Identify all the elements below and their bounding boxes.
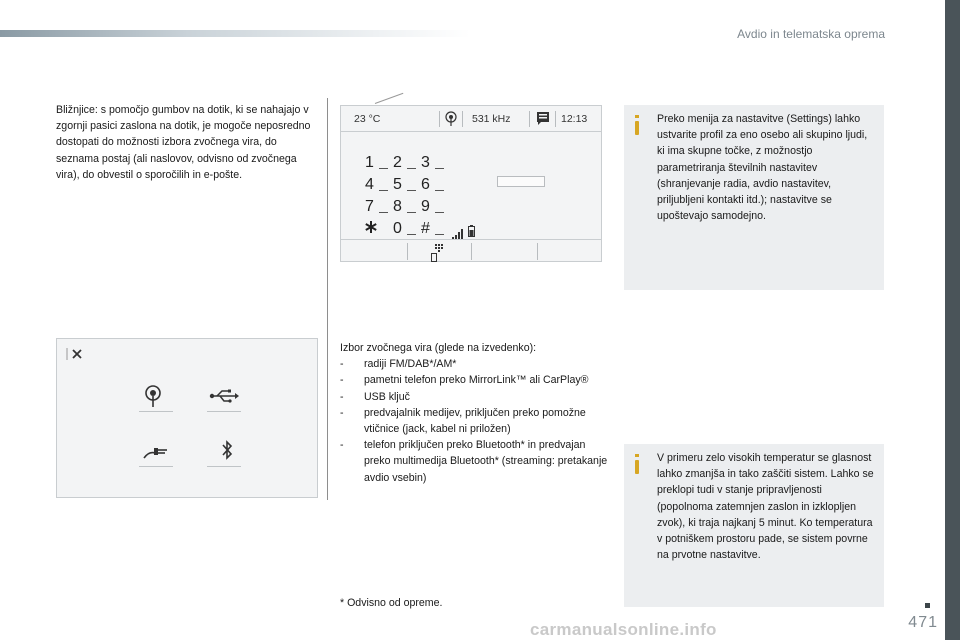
message-icon[interactable] <box>536 111 550 128</box>
info-icon <box>635 454 639 457</box>
status-bar <box>341 106 601 132</box>
key-8[interactable]: 8 <box>393 198 402 215</box>
key-hash[interactable]: # <box>421 220 430 237</box>
callout-leader <box>375 93 404 104</box>
usb-source-underline <box>207 411 241 412</box>
key-star-icon[interactable] <box>364 220 378 239</box>
radio-source-underline <box>139 411 173 412</box>
key-1[interactable]: 1 <box>365 154 374 171</box>
radio-phone-screen <box>340 105 602 262</box>
radio-signal-icon[interactable] <box>444 111 458 130</box>
page-number: 471 <box>908 614 938 631</box>
key-2[interactable]: 2 <box>393 154 402 171</box>
key-3[interactable]: 3 <box>421 154 430 171</box>
side-strip <box>945 0 960 640</box>
key-4[interactable]: 4 <box>365 176 374 193</box>
source-list <box>340 340 610 486</box>
radio-source-icon[interactable] <box>143 384 163 413</box>
info-icon <box>635 115 639 118</box>
close-icon[interactable] <box>66 347 86 366</box>
bluetooth-source-icon[interactable] <box>221 440 233 465</box>
source-selection-screen <box>56 338 318 498</box>
usb-source-icon[interactable] <box>209 389 239 408</box>
source-list-intro: Izbor zvočnega vira (glede na izvedenko): <box>340 342 537 354</box>
aux-source-underline <box>139 466 173 467</box>
number-display <box>497 176 545 187</box>
list-item: - predvajalnik medijev, priključen preko pomožne vtičnice (jack, kabel ni priložen) <box>340 406 586 436</box>
keypad-icon[interactable] <box>431 244 445 267</box>
list-item: - pametni telefon preko MirrorLink™ ali CarPlay® <box>340 374 589 387</box>
bluetooth-source-underline <box>207 466 241 467</box>
temperature-readout: 23 °C <box>354 113 381 125</box>
shortcuts-paragraph: Bližnjice: s pomočjo gumbov na dotik, ki se nahajajo v zgornji pasici zaslona na dotik, je mogoče neposredno dostopati do možnosti izbora zvočnega vira, do seznama postaj (ali naslovov, odvisno od zvočnega vira), do obvestil o sporočilih in e-pošte. <box>56 104 311 181</box>
key-9[interactable]: 9 <box>421 198 430 215</box>
key-0[interactable]: 0 <box>393 220 402 237</box>
page-marker <box>925 603 930 608</box>
list-item: - USB ključ <box>340 390 410 403</box>
aux-jack-source-icon[interactable] <box>143 443 171 464</box>
key-7[interactable]: 7 <box>365 198 374 215</box>
footnote: * Odvisno od opreme. <box>340 597 443 609</box>
info-settings-text: Preko menija za nastavitve (Settings) lahko ustvarite profil za eno osebo ali skupino ljudi, ki ima skupne točke, z možnostjo parametriranja številnih nastavitev (shranjevanje radia, avdio nastavitev, priljubljeni kontakti itd.); nastavitve se upoštevajo samodejno. <box>657 113 868 223</box>
list-item: - radiji FM/DAB*/AM* <box>340 358 457 371</box>
clock-readout: 12:13 <box>561 113 588 125</box>
key-6[interactable]: 6 <box>421 176 430 193</box>
frequency-readout: 531 kHz <box>472 113 511 125</box>
info-temperature-text: V primeru zelo visokih temperatur se glasnost lahko zmanjša in tako zaščiti sistem. Lahko se preklopi tudi v stanje pripravljenosti (popolnoma zatemnjen zaslon in izklopljen zvok), ki traja najkanj 5 minut. Ko temperatura v potniškem prostoru pade, se sistem povrne na prvotne nastavitve. <box>657 452 874 562</box>
watermark: carmanualsonline.info <box>530 620 717 639</box>
chapter-title: Avdio in telematska oprema <box>737 27 885 41</box>
column-divider <box>327 98 328 500</box>
list-item: - telefon priključen preko Bluetooth* in predvajan preko multimedija Bluetooth* (streaming: pretakanje avdio vsebin) <box>340 439 608 484</box>
screen-bottom-bar <box>341 239 601 263</box>
header-bar <box>0 30 470 37</box>
key-5[interactable]: 5 <box>393 176 402 193</box>
info-box-temperature <box>624 444 884 607</box>
info-box-settings <box>624 105 884 290</box>
